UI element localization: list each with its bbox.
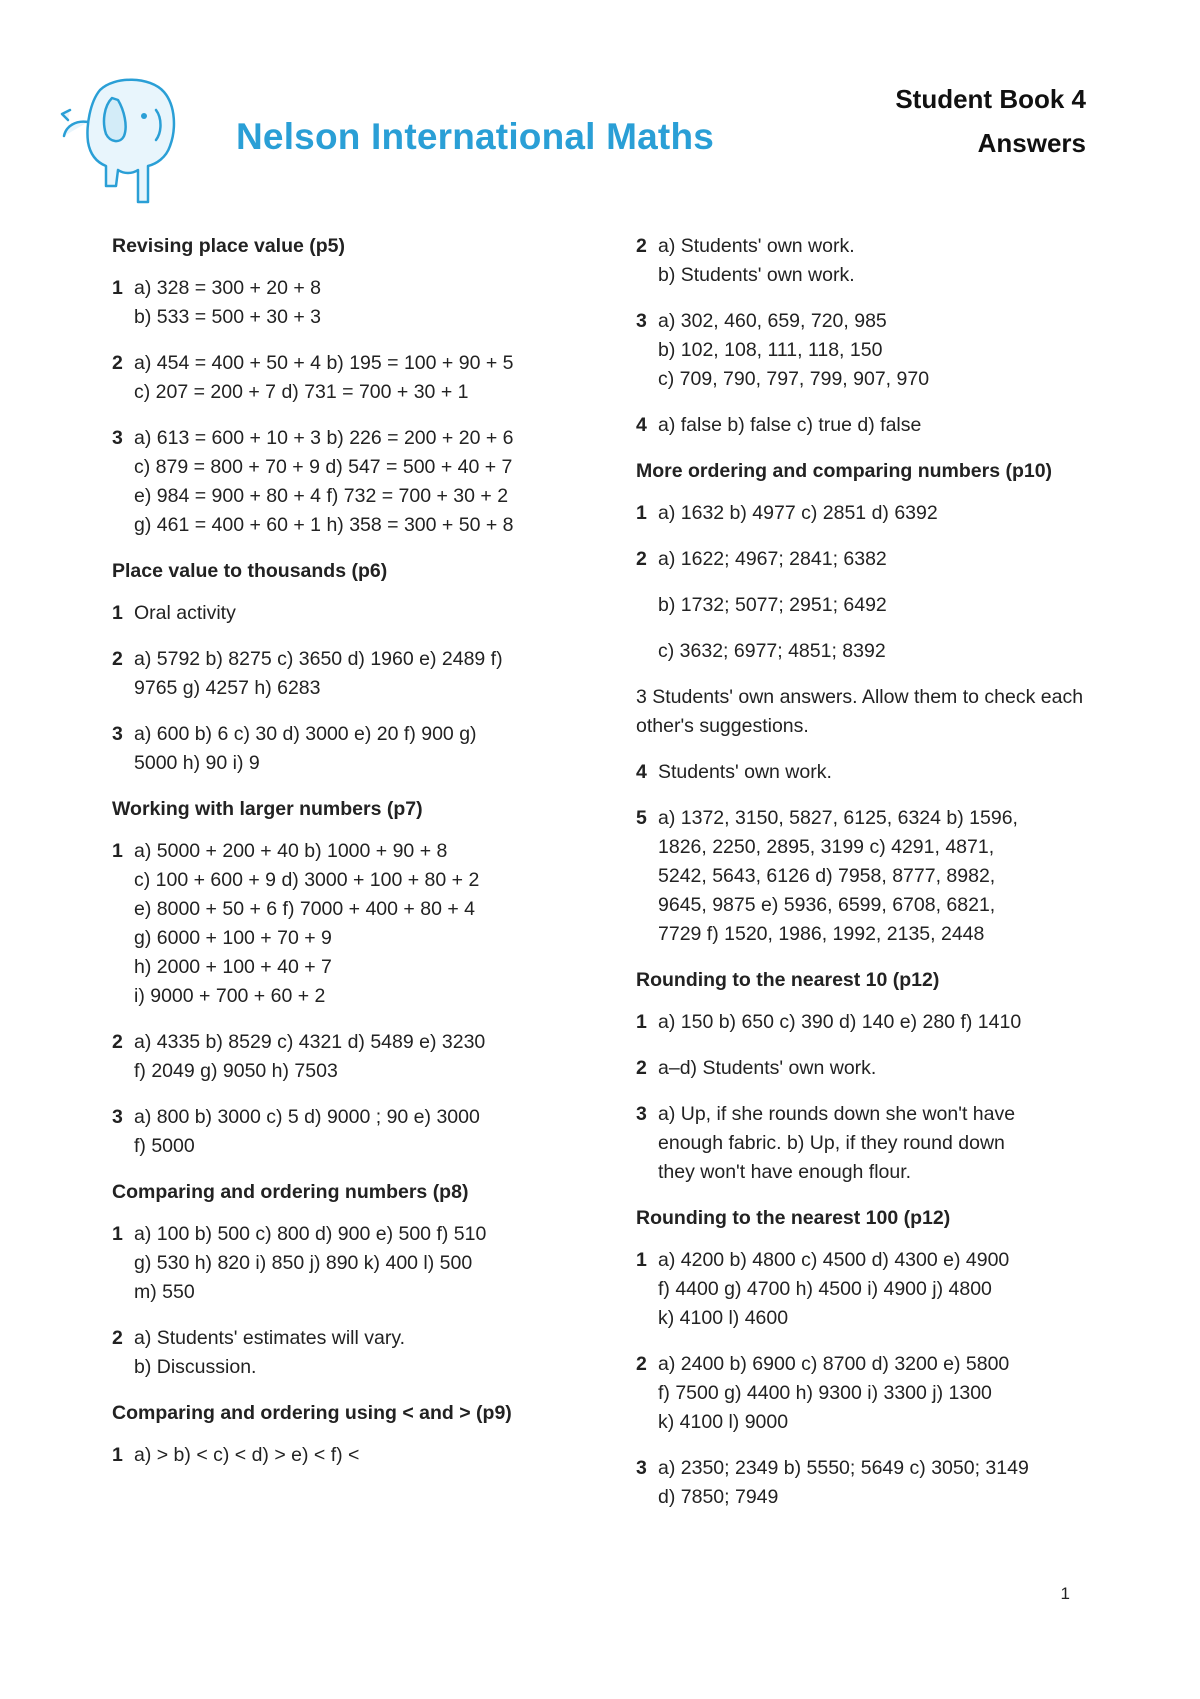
answer-line: b) 533 = 500 + 30 + 3: [134, 306, 322, 328]
question-number: 1: [636, 502, 647, 524]
answer-item: [636, 545, 1106, 574]
answer-line: b) Discussion.: [134, 1356, 257, 1378]
answer-line: enough fabric. b) Up, if they round down: [658, 1132, 1005, 1154]
answer-line: 9765 g) 4257 h) 6283: [134, 677, 321, 699]
answer-item: [112, 1028, 582, 1086]
question-number: 1: [112, 1444, 123, 1466]
answer-item: [112, 424, 582, 540]
question-number: 3: [636, 1457, 647, 1479]
book-subtitle: Answers: [977, 128, 1086, 158]
section-comparing-ordering: [112, 1178, 582, 1382]
question-number: [636, 591, 658, 620]
answer-item: [636, 499, 1106, 528]
answer-line: a) 150 b) 650 c) 390 d) 140 e) 280 f) 1410: [658, 1011, 1022, 1033]
answer-line: a) 613 = 600 + 10 + 3 b) 226 = 200 + 20 + 6: [134, 427, 514, 449]
section-place-value-thousands: [112, 557, 582, 778]
answer-line: k) 4100 l) 4600: [658, 1307, 789, 1329]
answer-line: a) 100 b) 500 c) 800 d) 900 e) 500 f) 510: [134, 1223, 487, 1245]
answer-line: they won't have enough flour.: [658, 1161, 912, 1183]
question-number: 2: [112, 352, 123, 374]
page-number: 1: [1060, 1584, 1070, 1603]
question-number: 1: [636, 1249, 647, 1271]
section-title: Revising place value (p5): [112, 235, 346, 257]
section-continued: [636, 232, 1106, 440]
answer-line: Oral activity: [134, 602, 236, 624]
question-number: 3: [112, 1106, 123, 1128]
question-number: 2: [636, 1353, 647, 1375]
answer-line: 9645, 9875 e) 5936, 6599, 6708, 6821,: [658, 894, 996, 916]
answer-item: [112, 349, 582, 407]
answer-line: a) Up, if she rounds down she won't have: [658, 1103, 1016, 1125]
answer-line: f) 7500 g) 4400 h) 9300 i) 3300 j) 1300: [658, 1382, 992, 1404]
answer-line: b) Students' own work.: [658, 264, 855, 286]
answer-line: c) 3632; 6977; 4851; 8392: [658, 640, 886, 662]
answer-line: a) 4200 b) 4800 c) 4500 d) 4300 e) 4900: [658, 1249, 1010, 1271]
right-column: [636, 232, 1106, 1529]
section-title: Rounding to the nearest 10 (p12): [636, 969, 940, 991]
answer-item: [112, 1441, 582, 1470]
answer-item: [636, 411, 1106, 440]
question-number: 2: [636, 548, 647, 570]
answer-item: [112, 720, 582, 778]
section-rounding-10: [636, 966, 1106, 1187]
answer-line: a) 1622; 4967; 2841; 6382: [658, 548, 887, 570]
answer-line: a–d) Students' own work.: [658, 1057, 877, 1079]
answer-line: i) 9000 + 700 + 60 + 2: [134, 985, 326, 1007]
question-number: 5: [636, 807, 647, 829]
answer-line: g) 530 h) 820 i) 850 j) 890 k) 400 l) 500: [134, 1252, 473, 1274]
answer-item: [112, 599, 582, 628]
page-header: [0, 0, 1200, 220]
answer-line: 1826, 2250, 2895, 3199 c) 4291, 4871,: [658, 836, 995, 858]
question-number: 3: [636, 310, 647, 332]
answer-line: a) 302, 460, 659, 720, 985: [658, 310, 887, 332]
answer-line: d) 7850; 7949: [658, 1486, 779, 1508]
section-title: More ordering and comparing numbers (p10): [636, 460, 1053, 482]
answer-line: a) 328 = 300 + 20 + 8: [134, 277, 322, 299]
answer-line: k) 4100 l) 9000: [658, 1411, 789, 1433]
elephant-icon: [52, 70, 192, 210]
answer-line: c) 709, 790, 797, 799, 907, 970: [658, 368, 930, 390]
section-title: Comparing and ordering using < and > (p9): [112, 1402, 512, 1424]
answer-line: f) 2049 g) 9050 h) 7503: [134, 1060, 338, 1082]
answer-item: [636, 637, 1106, 666]
answer-line: b) 102, 108, 111, 118, 150: [658, 339, 883, 361]
answer-item: [636, 1054, 1106, 1083]
answer-item: [636, 591, 1106, 620]
question-number: 1: [112, 840, 123, 862]
answer-item: [636, 758, 1106, 787]
section-title: Rounding to the nearest 100 (p12): [636, 1207, 951, 1229]
answer-line: a) 454 = 400 + 50 + 4 b) 195 = 100 + 90 + 5: [134, 352, 514, 374]
answer-item: [112, 274, 582, 332]
answer-item: [636, 1454, 1106, 1512]
answer-line: a) 800 b) 3000 c) 5 d) 9000 ; 90 e) 3000: [134, 1106, 480, 1128]
section-title: Comparing and ordering numbers (p8): [112, 1181, 469, 1203]
section-revising-place-value: [112, 232, 582, 540]
answer-line: 5000 h) 90 i) 9: [134, 752, 260, 774]
section-larger-numbers: [112, 795, 582, 1161]
answer-line: 5242, 5643, 6126 d) 7958, 8777, 8982,: [658, 865, 996, 887]
answer-line: g) 461 = 400 + 60 + 1 h) 358 = 300 + 50 + 8: [134, 514, 514, 536]
answer-line: a) 600 b) 6 c) 30 d) 3000 e) 20 f) 900 g): [134, 723, 477, 745]
answer-line: Students' own work.: [658, 761, 832, 783]
answer-item: [636, 1008, 1106, 1037]
answer-line: a) Students' own work.: [658, 235, 855, 257]
left-column: [112, 232, 582, 1487]
answer-line: a) false b) false c) true d) false: [658, 414, 922, 436]
answer-line: a) Students' estimates will vary.: [134, 1327, 406, 1349]
question-number: 3: [112, 427, 123, 449]
answer-paragraph: 3 Students' own answers. Allow them to check each other's suggestions.: [636, 686, 1084, 737]
answer-item: [112, 1103, 582, 1161]
question-number: 1: [112, 277, 123, 299]
question-number: 1: [112, 1223, 123, 1245]
answer-line: h) 2000 + 100 + 40 + 7: [134, 956, 332, 978]
section-comparing-symbols: [112, 1399, 582, 1470]
answer-line: f) 4400 g) 4700 h) 4500 i) 4900 j) 4800: [658, 1278, 992, 1300]
question-number: 2: [112, 648, 123, 670]
answer-item: [636, 307, 1106, 394]
question-number: 4: [636, 761, 647, 783]
answer-line: a) 1632 b) 4977 c) 2851 d) 6392: [658, 502, 938, 524]
question-number: 2: [636, 1057, 647, 1079]
answer-line: c) 207 = 200 + 7 d) 731 = 700 + 30 + 1: [134, 381, 469, 403]
answer-line: a) 2350; 2349 b) 5550; 5649 c) 3050; 3149: [658, 1457, 1029, 1479]
answer-line: c) 100 + 600 + 9 d) 3000 + 100 + 80 + 2: [134, 869, 480, 891]
question-number: 1: [112, 602, 123, 624]
answer-line: g) 6000 + 100 + 70 + 9: [134, 927, 332, 949]
answer-line: f) 5000: [134, 1135, 195, 1157]
question-number: 2: [112, 1327, 123, 1349]
answer-line: a) 1372, 3150, 5827, 6125, 6324 b) 1596,: [658, 807, 1018, 829]
answer-line: a) 5792 b) 8275 c) 3650 d) 1960 e) 2489 f): [134, 648, 503, 670]
question-number: 3: [112, 723, 123, 745]
answer-line: e) 984 = 900 + 80 + 4 f) 732 = 700 + 30 + 2: [134, 485, 509, 507]
answer-line: a) 2400 b) 6900 c) 8700 d) 3200 e) 5800: [658, 1353, 1010, 1375]
answer-item: [636, 804, 1106, 949]
book-title: Student Book 4: [895, 84, 1086, 114]
answer-line: e) 8000 + 50 + 6 f) 7000 + 400 + 80 + 4: [134, 898, 475, 920]
answer-line: a) 4335 b) 8529 c) 4321 d) 5489 e) 3230: [134, 1031, 486, 1053]
section-title: Working with larger numbers (p7): [112, 798, 423, 820]
answer-item: [636, 1350, 1106, 1437]
question-number: [636, 637, 658, 666]
answer-item: [112, 837, 582, 1011]
answer-line: 7729 f) 1520, 1986, 1992, 2135, 2448: [658, 923, 985, 945]
answer-line: a) 5000 + 200 + 40 b) 1000 + 90 + 8: [134, 840, 448, 862]
section-title: Place value to thousands (p6): [112, 560, 388, 582]
answer-line: m) 550: [134, 1281, 195, 1303]
section-more-ordering: [636, 457, 1106, 949]
brand-title: Nelson International Maths: [236, 116, 715, 157]
answer-item: [636, 1100, 1106, 1187]
question-number: 2: [636, 235, 647, 257]
question-number: 1: [636, 1011, 647, 1033]
answer-item: [112, 645, 582, 703]
answer-item: [112, 1220, 582, 1307]
answer-line: a) > b) < c) < d) > e) < f) <: [134, 1444, 360, 1466]
question-number: 3: [636, 1103, 647, 1125]
question-number: 2: [112, 1031, 123, 1053]
answer-item: [112, 1324, 582, 1382]
answer-item: [636, 232, 1106, 290]
question-number: 4: [636, 414, 647, 436]
answer-item: [636, 1246, 1106, 1333]
answer-line: c) 879 = 800 + 70 + 9 d) 547 = 500 + 40 + 7: [134, 456, 513, 478]
answer-line: b) 1732; 5077; 2951; 6492: [658, 594, 887, 616]
section-rounding-100: [636, 1204, 1106, 1512]
